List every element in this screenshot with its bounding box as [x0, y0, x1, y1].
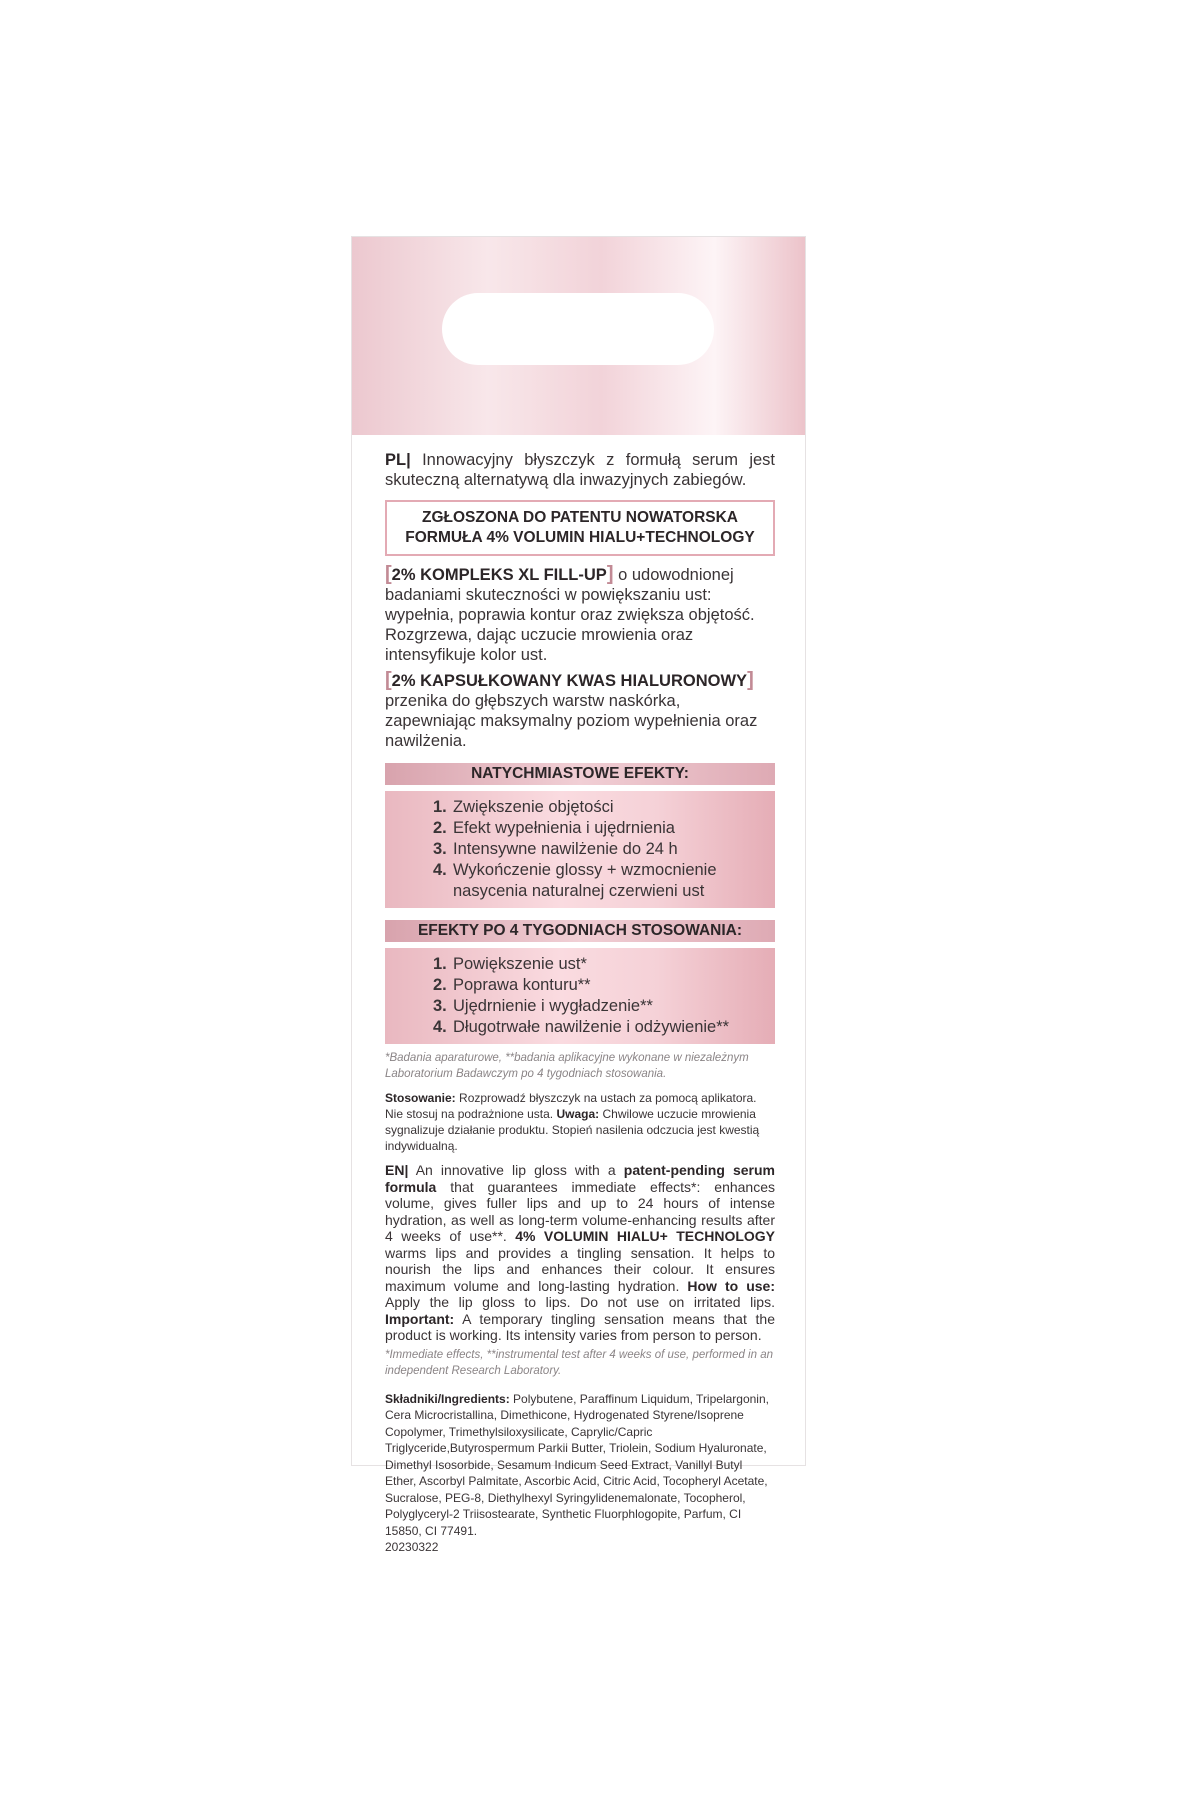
list-number: 1. — [433, 798, 447, 816]
patent-box — [385, 500, 775, 556]
list-text: Wykończenie glossy + wzmocnienie nasycenia naturalnej czerwieni ust — [453, 861, 717, 900]
list-text: Poprawa konturu** — [453, 976, 591, 994]
en-intro: An innovative lip gloss with a — [415, 1162, 616, 1178]
complex-2-title: 2% KAPSUŁKOWANY KWAS HIALURONOWY — [391, 672, 748, 690]
pl-intro — [385, 450, 775, 490]
list-item — [433, 818, 775, 839]
pl-footnote: *Badania aparaturowe, **badania aplikacyjne wykonane w niezależnym Laboratorium Badawczym po 4 tygodniach stosowania. — [385, 1052, 749, 1080]
pl-prefix: PL| — [385, 451, 411, 469]
complex-2 — [385, 670, 775, 751]
list-number: 2. — [433, 819, 447, 837]
usage-label: Stosowanie: — [385, 1091, 456, 1105]
list-text: Zwiększenie objętości — [453, 798, 614, 816]
weeks-effects-box — [385, 948, 775, 1044]
list-item — [433, 954, 775, 975]
en-important-text: A temporary tingling sensation means that the product is working. Its intensity varies from person to person. — [385, 1310, 775, 1343]
hang-hole — [442, 293, 714, 365]
instant-effects-list — [385, 797, 775, 902]
en-effects: that guarantees immediate effects*: enhances volume, gives fuller lips and up to 24 hours of intense hydration, as well as long-term volume-enhancing results after 4 weeks of use**. — [385, 1178, 776, 1244]
en-howto-text: Apply the lip gloss to lips. Do not use on irritated lips. — [385, 1294, 775, 1310]
en-prefix: EN| — [385, 1162, 409, 1178]
usage-text: Rozprowadź błyszczyk na ustach za pomocą aplikatora. Nie stosuj na podrażnione usta. — [385, 1091, 757, 1121]
bracket-close-2: ] — [747, 669, 754, 691]
list-text: Efekt wypełnienia i ujędrnienia — [453, 819, 675, 837]
bracket-close-1: ] — [606, 563, 614, 585]
list-number: 3. — [433, 840, 447, 858]
bracket-open-1: [ — [385, 563, 392, 585]
bracket-open-2: [ — [385, 669, 392, 691]
complex-1 — [385, 564, 775, 665]
en-important-label: Important: — [385, 1310, 455, 1327]
list-item — [433, 996, 775, 1017]
instant-effects-box — [385, 791, 775, 908]
ingredients-block — [385, 1391, 775, 1540]
list-number: 3. — [433, 997, 447, 1015]
en-footnote: *Immediate effects, **instrumental test after 4 weeks of use, performed in an independent Research Laboratory. — [385, 1348, 773, 1377]
list-item — [433, 839, 775, 860]
usage-block — [385, 1090, 775, 1154]
patent-line-1: ZGŁOSZONA DO PATENTU NOWATORSKA — [421, 509, 739, 526]
weeks-effects-title: EFEKTY PO 4 TYGODNIACH STOSOWANIA: — [385, 920, 775, 942]
list-text: Ujędrnienie i wygładzenie** — [453, 997, 653, 1015]
package-back — [351, 236, 806, 1554]
label-content — [385, 450, 775, 1555]
list-item — [433, 975, 775, 996]
en-howto-label: How to use: — [687, 1277, 775, 1294]
en-technology: 4% VOLUMIN HIALU+ TECHNOLOGY — [515, 1228, 776, 1244]
pink-header-band — [352, 237, 805, 435]
list-item — [433, 860, 775, 902]
instant-effects-title: NATYCHMIASTOWE EFEKTY: — [385, 763, 775, 785]
patent-line-2: FORMUŁA 4% VOLUMIN HIALU+TECHNOLOGY — [405, 529, 755, 546]
weeks-effects-list — [385, 954, 775, 1038]
en-technology-text: warms lips and provides a tingling sensation. It helps to nourish the lips and enhances their colour. It ensures maximum volume and long-lasting hydration. — [385, 1244, 775, 1294]
complex-2-text: przenika do głębszych warstw naskórka, zapewniając maksymalny poziom wypełnienia oraz nawilżenia. — [385, 692, 758, 750]
warning-label: Uwaga: — [556, 1107, 600, 1121]
list-item — [433, 797, 775, 818]
ingredients-text: Polybutene, Paraffinum Liquidum, Tripelargonin, Cera Microcristallina, Dimethicone, Hydrogenated Styrene/Isoprene Copolymer, Trimethylsiloxysilicate, Caprylic/Capric Triglyceride,Butyrospermum Parkii Butter, Triolein, Sodium Hyaluronate, Dimethyl Isosorbide, Sesamum Indicum Seed Extract, Vanillyl Butyl Ether, Ascorbyl Palmitate, Ascorbic Acid, Citric Acid, Tocopheryl Acetate, Sucralose, PEG-8, Diethylhexyl Syringylidenemalonate, Tocopherol, Polyglyceryl-2 Triisostearate, Synthetic Fluorphlogopite, Parfum, CI 15850, CI 77491. — [385, 1391, 769, 1538]
list-number: 1. — [433, 955, 447, 973]
batch-code: 20230322 — [385, 1540, 439, 1554]
list-item — [433, 1017, 775, 1038]
en-serum-formula: patent-pending serum formula — [385, 1162, 775, 1195]
complex-1-title: 2% KOMPLEKS XL FILL-UP — [391, 566, 607, 584]
list-text: Intensywne nawilżenie do 24 h — [453, 840, 678, 858]
list-text: Długotrwałe nawilżenie i odżywienie** — [453, 1018, 730, 1036]
list-number: 4. — [433, 861, 447, 879]
en-block — [385, 1162, 775, 1344]
warning-text: Chwilowe uczucie mrowienia sygnalizuje działanie produktu. Stopień nasilenia odczucia jest kwestią indywidualną. — [385, 1107, 760, 1153]
complex-1-text: o udowodnionej badaniami skuteczności w powiększaniu ust: wypełnia, poprawia kontur oraz zwiększa objętość. Rozgrzewa, dając uczucie mrowienia oraz intensyfikuje kolor ust. — [385, 566, 755, 664]
list-number: 2. — [433, 976, 447, 994]
pl-intro-text: Innowacyjny błyszczyk z formułą serum jest skuteczną alternatywą dla inwazyjnych zabiegów. — [385, 451, 775, 489]
list-text: Powiększenie ust* — [453, 955, 587, 973]
ingredients-label: Składniki/Ingredients: — [385, 1391, 510, 1406]
list-number: 4. — [433, 1018, 447, 1036]
